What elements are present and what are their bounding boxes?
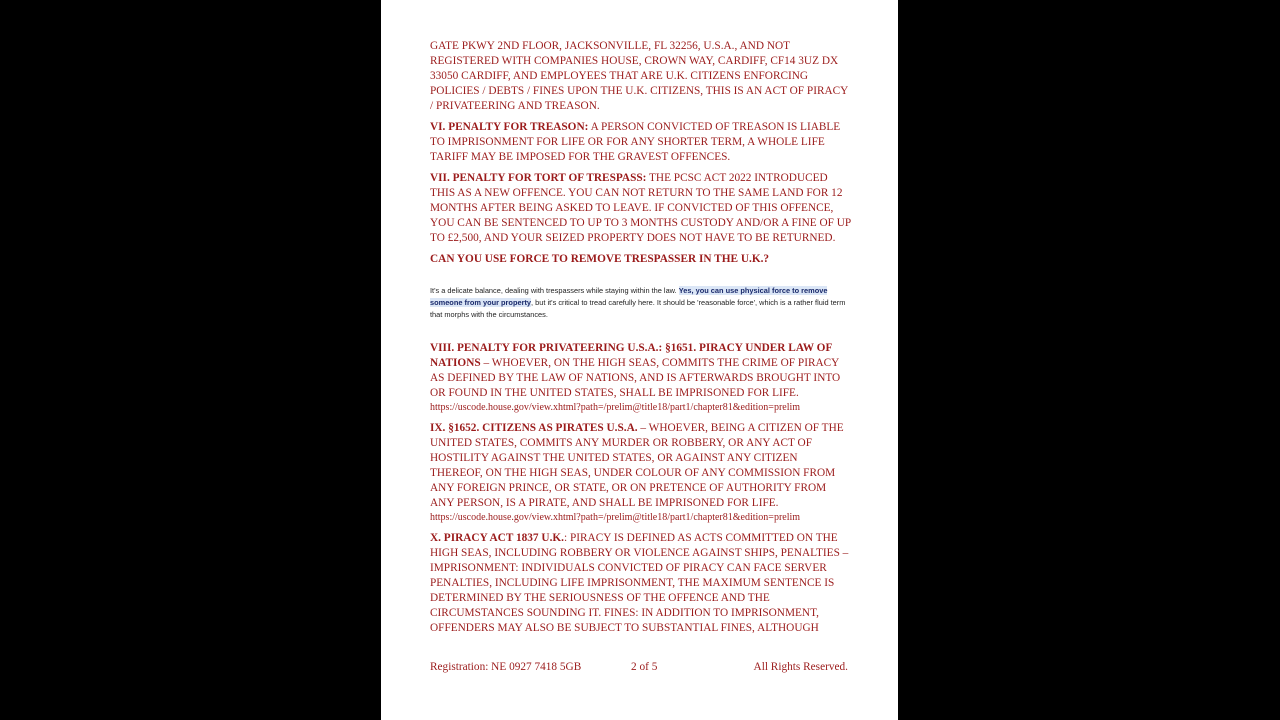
section-trespass-body: THE PCSC ACT 2022 INTRODUCED THIS AS A NEW OFFENCE. YOU CAN NOT RETURN TO THE SAME LAND FOR 12 MONTHS AFTER BEING ASKED TO LEAVE. IF CONVICTED OF THIS OFFENCE, YOU CAN BE SENTENCED TO UP TO 3 MONTHS CUSTODY AND/OR A FINE OF UP TO £2,500, AND YOUR SEIZED PROPERTY DOES NOT HAVE TO BE RETURNED. xyxy=(430,172,851,244)
search-snippet xyxy=(430,285,852,320)
snippet-after: , but it's critical to tread carefully here. It should be 'reasonable force', which is a rather fluid term that morphs with the circumstances. xyxy=(430,297,846,319)
section-privateering-body: – WHOEVER, ON THE HIGH SEAS, COMMITS THE CRIME OF PIRACY AS DEFINED BY THE LAW OF NATIONS, AND IS AFTERWARDS BROUGHT INTO OR FOUND IN THE UNITED STATES, SHALL BE IMPRISONED FOR LIFE. xyxy=(430,357,841,400)
footer-page-number: 2 of 5 xyxy=(631,661,658,673)
footer-rights: All Rights Reserved. xyxy=(753,661,848,673)
section-treason-body: A PERSON CONVICTED OF TREASON IS LIABLE TO IMPRISONMENT FOR LIFE OR FOR ANY SHORTER TERM, A WHOLE LIFE TARIFF MAY BE IMPOSED FOR THE GRAVEST OFFENCES. xyxy=(430,121,841,163)
section-citizens-pirates-url: https://uscode.house.gov/view.xhtml?path=/prelim@title18/part1/chapter81&edition=prelim xyxy=(430,512,801,524)
document-page xyxy=(381,0,898,720)
section-trespass-title: VII. PENALTY FOR TORT OF TRESPASS: xyxy=(430,172,647,184)
section-treason xyxy=(430,120,852,165)
page-content xyxy=(430,39,852,642)
section-trespass xyxy=(430,171,852,246)
section-piracy-act-body: : PIRACY IS DEFINED AS ACTS COMMITTED ON THE HIGH SEAS, INCLUDING ROBBERY OR VIOLENCE AGAINST SHIPS, PENALTIES – IMPRISONMENT: INDIVIDUALS CONVICTED OF PIRACY CAN FACE SERVER PENALTIES, INCLUDING LIFE IMPRISONMENT, THE MAXIMUM SENTENCE IS DETERMINED BY THE SERIOUSNESS OF THE OFFENCE AND THE CIRCUMSTANCES SOUNDING IT. FINES: IN ADDITION TO IMPRISONMENT, OFFENDERS MAY ALSO BE SUBJECT TO SUBSTANTIAL FINES, ALTHOUGH xyxy=(430,532,849,635)
section-piracy-act-title: X. PIRACY ACT 1837 U.K. xyxy=(430,532,565,545)
section-privateering-url: https://uscode.house.gov/view.xhtml?path=/prelim@title18/part1/chapter81&edition=prelim xyxy=(430,402,801,414)
section-privateering xyxy=(430,341,852,415)
section-citizens-pirates-body: – WHOEVER, BEING A CITIZEN OF THE UNITED STATES, COMMITS ANY MURDER OR ROBBERY, OR ANY ACT OF HOSTILITY AGAINST THE UNITED STATES, OR AGAINST ANY CITIZEN THEREOF, ON THE HIGH SEAS, UNDER COLOUR OF ANY COMMISSION FROM ANY FOREIGN PRINCE, OR STATE, OR ON PRETENCE OF AUTHORITY FROM ANY PERSON, IS A PIRATE, AND SHALL BE IMPRISONED FOR LIFE. xyxy=(430,422,844,510)
snippet-before: It's a delicate balance, dealing with trespassers while staying within the law. xyxy=(430,286,679,295)
section-citizens-pirates xyxy=(430,421,852,525)
trespasser-question-heading: CAN YOU USE FORCE TO REMOVE TRESPASSER IN THE U.K.? xyxy=(430,253,770,265)
snippet-highlight: Yes, you can use physical force to remove someone from your property xyxy=(430,286,828,307)
section-citizens-pirates-title: IX. §1652. CITIZENS AS PIRATES U.S.A. xyxy=(430,422,638,435)
section-treason-title: VI. PENALTY FOR TREASON: xyxy=(430,121,589,133)
footer-registration: Registration: NE 0927 7418 5GB xyxy=(430,661,582,673)
section-piracy-act xyxy=(430,531,852,636)
intro-paragraph: GATE PKWY 2ND FLOOR, JACKSONVILLE, FL 32256, U.S.A., AND NOT REGISTERED WITH COMPANIES HOUSE, CROWN WAY, CARDIFF, CF14 3UZ DX 33050 CARDIFF, AND EMPLOYEES THAT ARE U.K. CITIZENS ENFORCING POLICIES / DEBTS / FINES UPON THE U.K. CITIZENS, THIS IS AN ACT OF PIRACY / PRIVATEERING AND TREASON. xyxy=(430,40,848,112)
section-privateering-title: VIII. PENALTY FOR PRIVATEERING U.S.A.: §1651. PIRACY UNDER LAW OF NATIONS xyxy=(430,342,832,370)
